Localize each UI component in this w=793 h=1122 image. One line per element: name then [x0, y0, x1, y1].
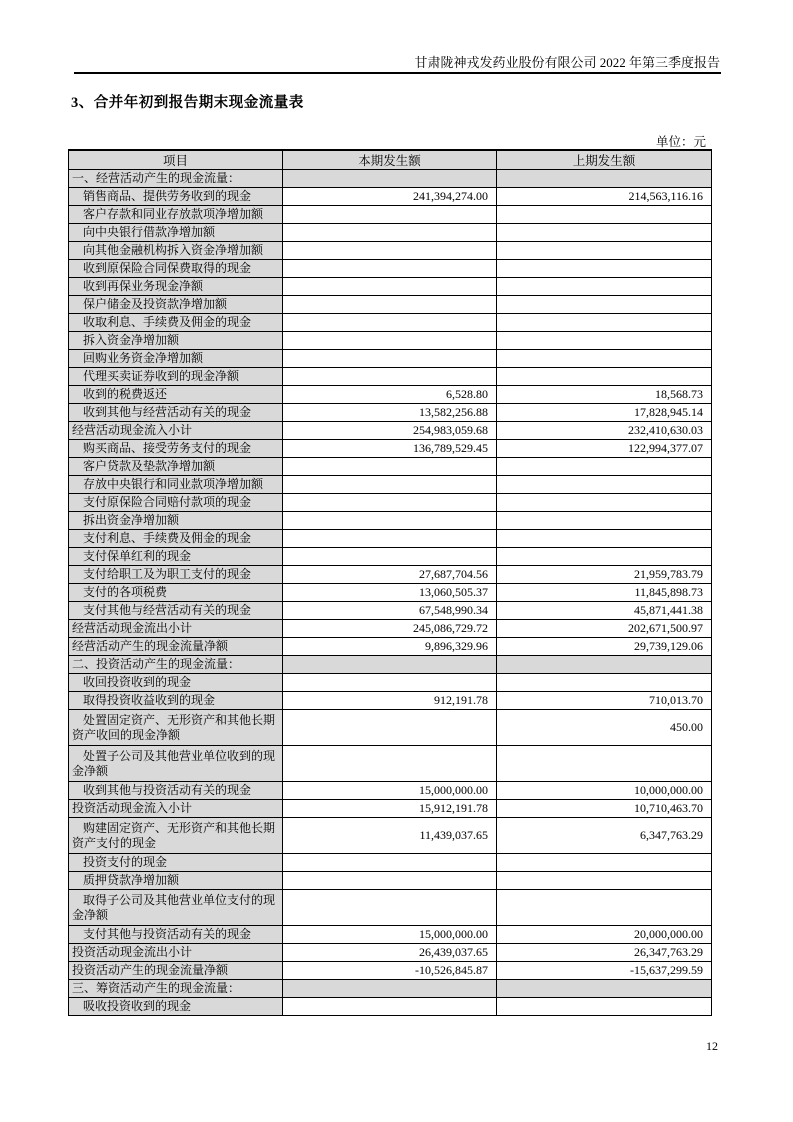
current-amount-cell: 11,439,037.65	[283, 818, 497, 854]
prior-amount-cell: 21,959,783.79	[497, 566, 712, 584]
prior-amount-cell	[497, 278, 712, 296]
item-label-cell: 投资活动现金流入小计	[69, 800, 283, 818]
table-row	[69, 386, 712, 404]
prior-amount-cell: 17,828,945.14	[497, 404, 712, 422]
current-amount-cell	[283, 368, 497, 386]
prior-amount-cell	[497, 656, 712, 674]
table-row	[69, 980, 712, 998]
prior-amount-cell	[497, 674, 712, 692]
prior-amount-cell	[497, 296, 712, 314]
table-row	[69, 710, 712, 746]
table-row	[69, 800, 712, 818]
report-header: 甘肃陇神戎发药业股份有限公司 2022 年第三季度报告	[414, 55, 720, 70]
prior-amount-cell: 20,000,000.00	[497, 926, 712, 944]
table-row	[69, 512, 712, 530]
item-label-cell: 收到原保险合同保费取得的现金	[69, 260, 283, 278]
current-amount-cell	[283, 458, 497, 476]
current-amount-cell	[283, 854, 497, 872]
prior-amount-cell	[497, 512, 712, 530]
current-amount-cell	[283, 494, 497, 512]
prior-amount-cell: 10,710,463.70	[497, 800, 712, 818]
prior-amount-cell: 710,013.70	[497, 692, 712, 710]
item-label-cell: 客户贷款及垫款净增加额	[69, 458, 283, 476]
table-row	[69, 872, 712, 890]
current-amount-cell	[283, 260, 497, 278]
current-amount-cell	[283, 746, 497, 782]
current-amount-cell: 254,983,059.68	[283, 422, 497, 440]
current-amount-cell: -10,526,845.87	[283, 962, 497, 980]
current-amount-cell: 15,000,000.00	[283, 926, 497, 944]
table-row	[69, 530, 712, 548]
table-row	[69, 818, 712, 854]
table-row	[69, 440, 712, 458]
table-row	[69, 962, 712, 980]
item-label-cell: 客户存款和同业存放款项净增加额	[69, 206, 283, 224]
table-row	[69, 782, 712, 800]
item-label-cell: 三、筹资活动产生的现金流量：	[69, 980, 283, 998]
prior-amount-cell	[497, 260, 712, 278]
item-label-cell: 处置固定资产、无形资产和其他长期资产收回的现金净额	[69, 710, 283, 746]
table-row	[69, 422, 712, 440]
item-label-cell: 支付给职工及为职工支付的现金	[69, 566, 283, 584]
prior-amount-cell	[497, 368, 712, 386]
current-amount-cell: 27,687,704.56	[283, 566, 497, 584]
current-amount-cell: 15,912,191.78	[283, 800, 497, 818]
current-amount-cell	[283, 278, 497, 296]
item-label-cell: 向中央银行借款净增加额	[69, 224, 283, 242]
column-header-item: 项目	[69, 150, 283, 170]
prior-amount-cell: 232,410,630.03	[497, 422, 712, 440]
prior-amount-cell	[497, 458, 712, 476]
current-amount-cell	[283, 674, 497, 692]
column-header-current-period: 本期发生额	[283, 150, 497, 170]
item-label-cell: 收回投资收到的现金	[69, 674, 283, 692]
current-amount-cell: 912,191.78	[283, 692, 497, 710]
current-amount-cell	[283, 656, 497, 674]
current-amount-cell	[283, 476, 497, 494]
table-row	[69, 350, 712, 368]
item-label-cell: 吸收投资收到的现金	[69, 998, 283, 1016]
prior-amount-cell	[497, 206, 712, 224]
item-label-cell: 代理买卖证券收到的现金净额	[69, 368, 283, 386]
table-body	[69, 170, 712, 1016]
item-label-cell: 投资活动现金流出小计	[69, 944, 283, 962]
table-row	[69, 494, 712, 512]
prior-amount-cell: 450.00	[497, 710, 712, 746]
table-row	[69, 368, 712, 386]
prior-amount-cell: 29,739,129.06	[497, 638, 712, 656]
page-number: 12	[706, 1039, 718, 1053]
item-label-cell: 投资活动产生的现金流量净额	[69, 962, 283, 980]
prior-amount-cell: -15,637,299.59	[497, 962, 712, 980]
item-label-cell: 收到再保业务现金净额	[69, 278, 283, 296]
current-amount-cell: 67,548,990.34	[283, 602, 497, 620]
item-label-cell: 回购业务资金净增加额	[69, 350, 283, 368]
prior-amount-cell	[497, 998, 712, 1016]
prior-amount-cell: 11,845,898.73	[497, 584, 712, 602]
table-row	[69, 224, 712, 242]
header-rule	[74, 72, 721, 74]
item-label-cell: 支付的各项税费	[69, 584, 283, 602]
item-label-cell: 购买商品、接受劳务支付的现金	[69, 440, 283, 458]
table-row	[69, 548, 712, 566]
item-label-cell: 收到其他与投资活动有关的现金	[69, 782, 283, 800]
prior-amount-cell	[497, 170, 712, 188]
current-amount-cell	[283, 242, 497, 260]
current-amount-cell: 245,086,729.72	[283, 620, 497, 638]
current-amount-cell: 6,528.80	[283, 386, 497, 404]
prior-amount-cell	[497, 476, 712, 494]
current-amount-cell: 26,439,037.65	[283, 944, 497, 962]
item-label-cell: 存放中央银行和同业款项净增加额	[69, 476, 283, 494]
prior-amount-cell	[497, 746, 712, 782]
table-row	[69, 854, 712, 872]
table-row	[69, 602, 712, 620]
item-label-cell: 收取利息、手续费及佣金的现金	[69, 314, 283, 332]
column-header-prior-period: 上期发生额	[497, 150, 712, 170]
table-row	[69, 476, 712, 494]
table-row	[69, 332, 712, 350]
prior-amount-cell: 10,000,000.00	[497, 782, 712, 800]
table-row	[69, 296, 712, 314]
item-label-cell: 支付原保险合同赔付款项的现金	[69, 494, 283, 512]
prior-amount-cell	[497, 332, 712, 350]
prior-amount-cell: 45,871,441.38	[497, 602, 712, 620]
current-amount-cell	[283, 224, 497, 242]
prior-amount-cell	[497, 314, 712, 332]
table-row	[69, 944, 712, 962]
current-amount-cell	[283, 548, 497, 566]
prior-amount-cell: 26,347,763.29	[497, 944, 712, 962]
section-title: 3、合并年初到报告期末现金流量表	[71, 95, 304, 111]
current-amount-cell	[283, 206, 497, 224]
item-label-cell: 收到的税费返还	[69, 386, 283, 404]
table-row	[69, 746, 712, 782]
table-row	[69, 926, 712, 944]
item-label-cell: 向其他金融机构拆入资金净增加额	[69, 242, 283, 260]
current-amount-cell: 241,394,274.00	[283, 188, 497, 206]
item-label-cell: 取得投资收益收到的现金	[69, 692, 283, 710]
current-amount-cell	[283, 872, 497, 890]
prior-amount-cell	[497, 350, 712, 368]
current-amount-cell: 9,896,329.96	[283, 638, 497, 656]
current-amount-cell	[283, 512, 497, 530]
item-label-cell: 保户储金及投资款净增加额	[69, 296, 283, 314]
prior-amount-cell: 6,347,763.29	[497, 818, 712, 854]
current-amount-cell	[283, 890, 497, 926]
item-label-cell: 一、经营活动产生的现金流量：	[69, 170, 283, 188]
table-header-row	[69, 150, 712, 170]
current-amount-cell	[283, 998, 497, 1016]
prior-amount-cell	[497, 530, 712, 548]
item-label-cell: 二、投资活动产生的现金流量：	[69, 656, 283, 674]
table-row	[69, 314, 712, 332]
cash-flow-table	[68, 149, 712, 1016]
current-amount-cell	[283, 296, 497, 314]
item-label-cell: 处置子公司及其他营业单位收到的现金净额	[69, 746, 283, 782]
table-row	[69, 584, 712, 602]
item-label-cell: 经营活动现金流入小计	[69, 422, 283, 440]
current-amount-cell: 136,789,529.45	[283, 440, 497, 458]
table-row	[69, 692, 712, 710]
item-label-cell: 经营活动现金流出小计	[69, 620, 283, 638]
table-row	[69, 674, 712, 692]
prior-amount-cell: 214,563,116.16	[497, 188, 712, 206]
unit-label: 单位：元	[655, 135, 706, 149]
item-label-cell: 取得子公司及其他营业单位支付的现金净额	[69, 890, 283, 926]
item-label-cell: 支付其他与投资活动有关的现金	[69, 926, 283, 944]
current-amount-cell	[283, 170, 497, 188]
prior-amount-cell	[497, 854, 712, 872]
table-row	[69, 188, 712, 206]
item-label-cell: 收到其他与经营活动有关的现金	[69, 404, 283, 422]
item-label-cell: 投资支付的现金	[69, 854, 283, 872]
current-amount-cell	[283, 530, 497, 548]
prior-amount-cell	[497, 242, 712, 260]
table-row	[69, 404, 712, 422]
prior-amount-cell	[497, 494, 712, 512]
prior-amount-cell	[497, 548, 712, 566]
item-label-cell: 质押贷款净增加额	[69, 872, 283, 890]
table-row	[69, 170, 712, 188]
prior-amount-cell: 18,568.73	[497, 386, 712, 404]
table-row	[69, 998, 712, 1016]
current-amount-cell	[283, 314, 497, 332]
prior-amount-cell: 122,994,377.07	[497, 440, 712, 458]
table-row	[69, 656, 712, 674]
table-row	[69, 638, 712, 656]
current-amount-cell	[283, 332, 497, 350]
table-row	[69, 278, 712, 296]
item-label-cell: 销售商品、提供劳务收到的现金	[69, 188, 283, 206]
table-row	[69, 890, 712, 926]
item-label-cell: 支付利息、手续费及佣金的现金	[69, 530, 283, 548]
table-row	[69, 566, 712, 584]
item-label-cell: 经营活动产生的现金流量净额	[69, 638, 283, 656]
current-amount-cell: 15,000,000.00	[283, 782, 497, 800]
prior-amount-cell: 202,671,500.97	[497, 620, 712, 638]
prior-amount-cell	[497, 890, 712, 926]
table-row	[69, 260, 712, 278]
table-row	[69, 206, 712, 224]
item-label-cell: 支付其他与经营活动有关的现金	[69, 602, 283, 620]
current-amount-cell	[283, 350, 497, 368]
item-label-cell: 购建固定资产、无形资产和其他长期资产支付的现金	[69, 818, 283, 854]
prior-amount-cell	[497, 224, 712, 242]
current-amount-cell: 13,582,256.88	[283, 404, 497, 422]
prior-amount-cell	[497, 980, 712, 998]
table-row	[69, 242, 712, 260]
item-label-cell: 拆入资金净增加额	[69, 332, 283, 350]
current-amount-cell: 13,060,505.37	[283, 584, 497, 602]
current-amount-cell	[283, 980, 497, 998]
item-label-cell: 拆出资金净增加额	[69, 512, 283, 530]
table-row	[69, 620, 712, 638]
prior-amount-cell	[497, 872, 712, 890]
current-amount-cell	[283, 710, 497, 746]
table-row	[69, 458, 712, 476]
item-label-cell: 支付保单红利的现金	[69, 548, 283, 566]
